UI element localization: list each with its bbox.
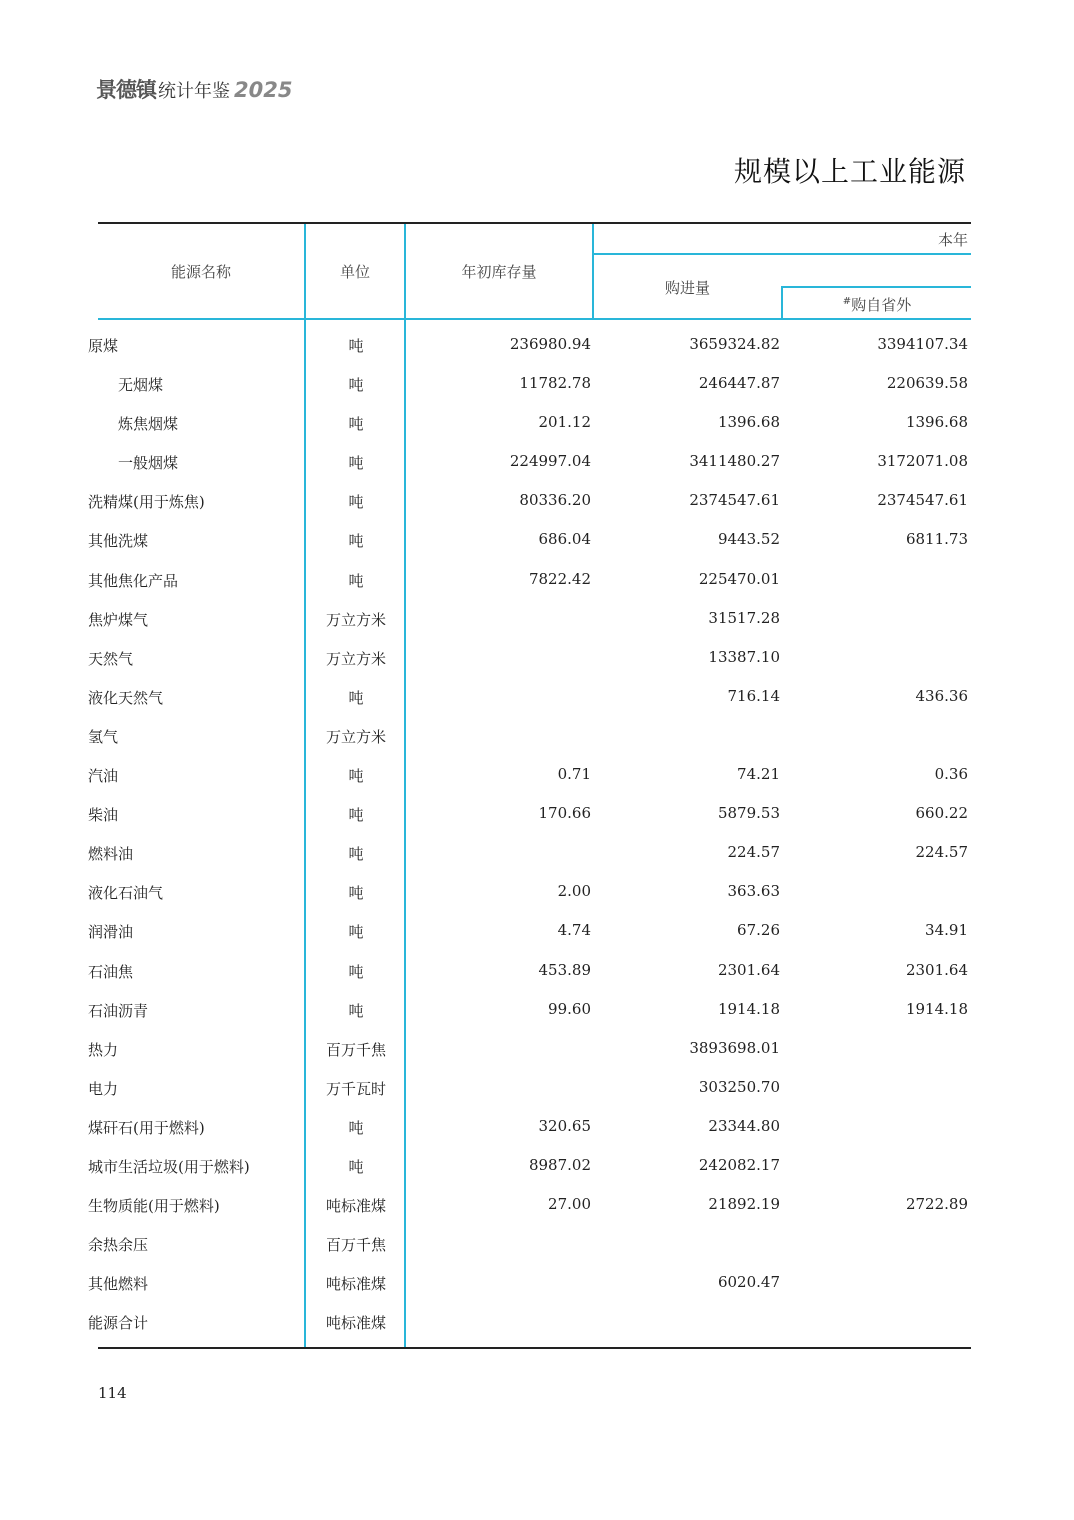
header-outside-mark: # — [842, 296, 852, 307]
unit-cell: 吨 — [348, 493, 364, 512]
table-row — [88, 912, 971, 951]
table-row — [88, 1030, 971, 1069]
energy-name-cell: 热力 — [88, 1040, 119, 1059]
purchased-cell: 13387.10 — [708, 647, 780, 666]
purchased-cell: 224.57 — [727, 843, 780, 862]
header-from-outside-province — [783, 294, 971, 315]
header-outside-label: 购自省外 — [851, 296, 912, 314]
purchased-cell: 23344.80 — [708, 1116, 780, 1135]
unit-cell: 吨 — [348, 688, 364, 707]
purchased-cell: 6020.47 — [717, 1273, 780, 1292]
table-top-rule — [98, 222, 971, 224]
purchased-cell: 1396.68 — [717, 413, 780, 432]
outside-province-cell: 436.36 — [915, 686, 968, 705]
opening-stock-cell: 80336.20 — [519, 491, 591, 510]
unit-cell: 吨 — [348, 532, 364, 551]
table-row — [88, 991, 971, 1030]
table-row — [88, 1069, 971, 1108]
header-unit: 单位 — [339, 263, 370, 281]
unit-cell: 吨 — [348, 454, 364, 473]
table-row — [88, 1108, 971, 1147]
header-opening-stock: 年初库存量 — [461, 263, 537, 281]
opening-stock-cell: 224997.04 — [509, 452, 591, 471]
table-row — [88, 1303, 971, 1342]
unit-cell: 万千瓦时 — [325, 1079, 386, 1098]
table-body — [88, 326, 971, 1342]
energy-name-cell: 煤矸石(用于燃料) — [88, 1118, 205, 1137]
energy-name-cell: 柴油 — [88, 806, 119, 825]
unit-cell: 吨 — [348, 571, 364, 590]
unit-cell: 吨标准煤 — [325, 1275, 386, 1294]
table-row — [98, 365, 971, 404]
energy-name-cell: 原煤 — [88, 337, 119, 355]
table-row — [88, 834, 971, 873]
table-row — [88, 1186, 971, 1225]
unit-cell: 吨 — [348, 962, 364, 981]
table-row — [88, 600, 971, 639]
energy-name-cell: 电力 — [88, 1079, 119, 1098]
opening-stock-cell: 236980.94 — [509, 335, 591, 353]
energy-name-cell: 无烟煤 — [118, 376, 164, 395]
opening-stock-cell: 686.04 — [538, 530, 591, 549]
opening-stock-cell: 0.71 — [557, 765, 591, 784]
unit-cell: 吨 — [348, 923, 364, 942]
purchased-cell: 2374547.61 — [689, 491, 780, 510]
opening-stock-cell: 7822.42 — [528, 569, 591, 588]
table-row — [98, 443, 971, 482]
unit-cell: 吨标准煤 — [325, 1197, 386, 1216]
opening-stock-cell: 453.89 — [538, 960, 591, 979]
table-row — [88, 639, 971, 678]
opening-stock-cell: 27.00 — [548, 1195, 591, 1214]
outside-province-cell: 1914.18 — [905, 999, 968, 1018]
outside-province-cell: 2374547.61 — [877, 491, 968, 510]
table-bottom-rule — [98, 1347, 971, 1349]
unit-cell: 万立方米 — [325, 649, 386, 668]
opening-stock-cell: 8987.02 — [528, 1155, 591, 1174]
opening-stock-cell: 99.60 — [548, 999, 591, 1018]
energy-name-cell: 其他洗煤 — [88, 532, 149, 551]
header-energy-name: 能源名称 — [170, 263, 231, 281]
purchased-cell: 1914.18 — [717, 999, 780, 1018]
opening-stock-cell: 170.66 — [538, 804, 591, 823]
unit-cell: 吨 — [348, 415, 364, 434]
purchased-cell: 3659324.82 — [689, 335, 780, 353]
energy-name-cell: 炼焦烟煤 — [118, 415, 179, 434]
page-number: 114 — [98, 1384, 127, 1402]
outside-province-cell: 6811.73 — [905, 530, 968, 549]
purchased-cell: 67.26 — [737, 921, 780, 940]
energy-name-cell: 液化石油气 — [88, 884, 164, 903]
outside-province-cell: 34.91 — [925, 921, 968, 940]
energy-name-cell: 能源合计 — [88, 1314, 149, 1333]
unit-cell: 吨 — [348, 1157, 364, 1176]
unit-cell: 吨 — [348, 884, 364, 903]
rule-under-thisyear — [592, 253, 971, 255]
opening-stock-cell: 11782.78 — [519, 374, 591, 393]
purchased-cell: 716.14 — [727, 686, 780, 705]
energy-name-cell: 液化天然气 — [88, 688, 164, 707]
purchased-cell: 242082.17 — [698, 1155, 780, 1174]
table-row — [88, 482, 971, 521]
energy-name-cell: 洗精煤(用于炼焦) — [88, 493, 205, 512]
table-row — [88, 873, 971, 912]
energy-name-cell: 其他燃料 — [88, 1275, 149, 1294]
energy-name-cell: 生物质能(用于燃料) — [88, 1197, 220, 1216]
table-row — [88, 952, 971, 991]
energy-name-cell: 天然气 — [88, 649, 134, 668]
unit-cell: 百万千焦 — [325, 1236, 386, 1255]
purchased-cell: 2301.64 — [717, 960, 780, 979]
outside-province-cell: 660.22 — [915, 804, 968, 823]
outside-province-cell: 3172071.08 — [877, 452, 968, 471]
table-row — [98, 404, 971, 443]
energy-name-cell: 润滑油 — [88, 923, 134, 942]
table-row — [88, 678, 971, 717]
running-head-city: 景德镇 — [96, 78, 156, 102]
outside-province-cell: 3394107.34 — [877, 335, 968, 353]
energy-name-cell: 其他焦化产品 — [88, 571, 179, 590]
energy-name-cell: 燃料油 — [88, 845, 134, 864]
unit-cell: 吨 — [348, 376, 364, 395]
energy-name-cell: 焦炉煤气 — [88, 610, 149, 629]
divider-opening-thisyear — [592, 224, 594, 320]
unit-cell: 吨 — [348, 767, 364, 786]
table-row — [88, 561, 971, 600]
header-this-year: 本年 — [937, 231, 968, 249]
energy-name-cell: 余热余压 — [88, 1236, 149, 1255]
opening-stock-cell: 201.12 — [538, 413, 591, 432]
unit-cell: 百万千焦 — [325, 1040, 386, 1059]
outside-province-cell: 2722.89 — [905, 1195, 968, 1214]
purchased-cell: 31517.28 — [708, 608, 780, 627]
energy-name-cell: 石油焦 — [88, 962, 134, 981]
purchased-cell: 246447.87 — [698, 374, 780, 393]
opening-stock-cell: 4.74 — [557, 921, 591, 940]
purchased-cell: 3893698.01 — [689, 1038, 780, 1057]
opening-stock-cell: 320.65 — [538, 1116, 591, 1135]
rule-under-purchased-top — [781, 286, 971, 288]
energy-name-cell: 石油沥青 — [88, 1001, 149, 1020]
unit-cell: 吨 — [348, 806, 364, 825]
table-row — [88, 1264, 971, 1303]
table-row — [88, 717, 971, 756]
header-bottom-rule — [98, 318, 971, 320]
page-title: 规模以上工业能源 — [733, 155, 966, 188]
unit-cell: 万立方米 — [325, 610, 386, 629]
header-purchased: 购进量 — [664, 279, 710, 297]
purchased-cell: 363.63 — [727, 882, 780, 901]
energy-name-cell: 汽油 — [88, 767, 119, 786]
energy-name-cell: 一般烟煤 — [118, 454, 179, 473]
purchased-cell: 303250.70 — [698, 1077, 780, 1096]
purchased-cell: 21892.19 — [708, 1195, 780, 1214]
unit-cell: 万立方米 — [325, 727, 386, 746]
energy-name-cell: 氢气 — [88, 727, 119, 746]
running-head — [96, 74, 292, 104]
purchased-cell: 225470.01 — [698, 569, 780, 588]
unit-cell: 吨 — [348, 1118, 364, 1137]
unit-cell: 吨 — [348, 337, 364, 355]
outside-province-cell: 220639.58 — [886, 374, 968, 393]
running-head-book: 统计年鉴 — [158, 81, 230, 102]
outside-province-cell: 0.36 — [934, 765, 968, 784]
unit-cell: 吨标准煤 — [325, 1314, 386, 1333]
table-row — [88, 1147, 971, 1186]
table-row — [88, 795, 971, 834]
purchased-cell: 74.21 — [737, 765, 780, 784]
outside-province-cell: 224.57 — [915, 843, 968, 862]
unit-cell: 吨 — [348, 845, 364, 864]
purchased-cell: 3411480.27 — [689, 452, 780, 471]
table-row — [88, 521, 971, 560]
outside-province-cell: 1396.68 — [905, 413, 968, 432]
purchased-cell: 5879.53 — [717, 804, 780, 823]
opening-stock-cell: 2.00 — [557, 882, 591, 901]
unit-cell: 吨 — [348, 1001, 364, 1020]
table-row — [88, 756, 971, 795]
table-row — [88, 1225, 971, 1264]
energy-name-cell: 城市生活垃圾(用于燃料) — [88, 1157, 250, 1176]
table-row — [88, 326, 971, 365]
outside-province-cell: 2301.64 — [905, 960, 968, 979]
purchased-cell: 9443.52 — [717, 530, 780, 549]
running-head-year: 2025 — [234, 78, 293, 102]
